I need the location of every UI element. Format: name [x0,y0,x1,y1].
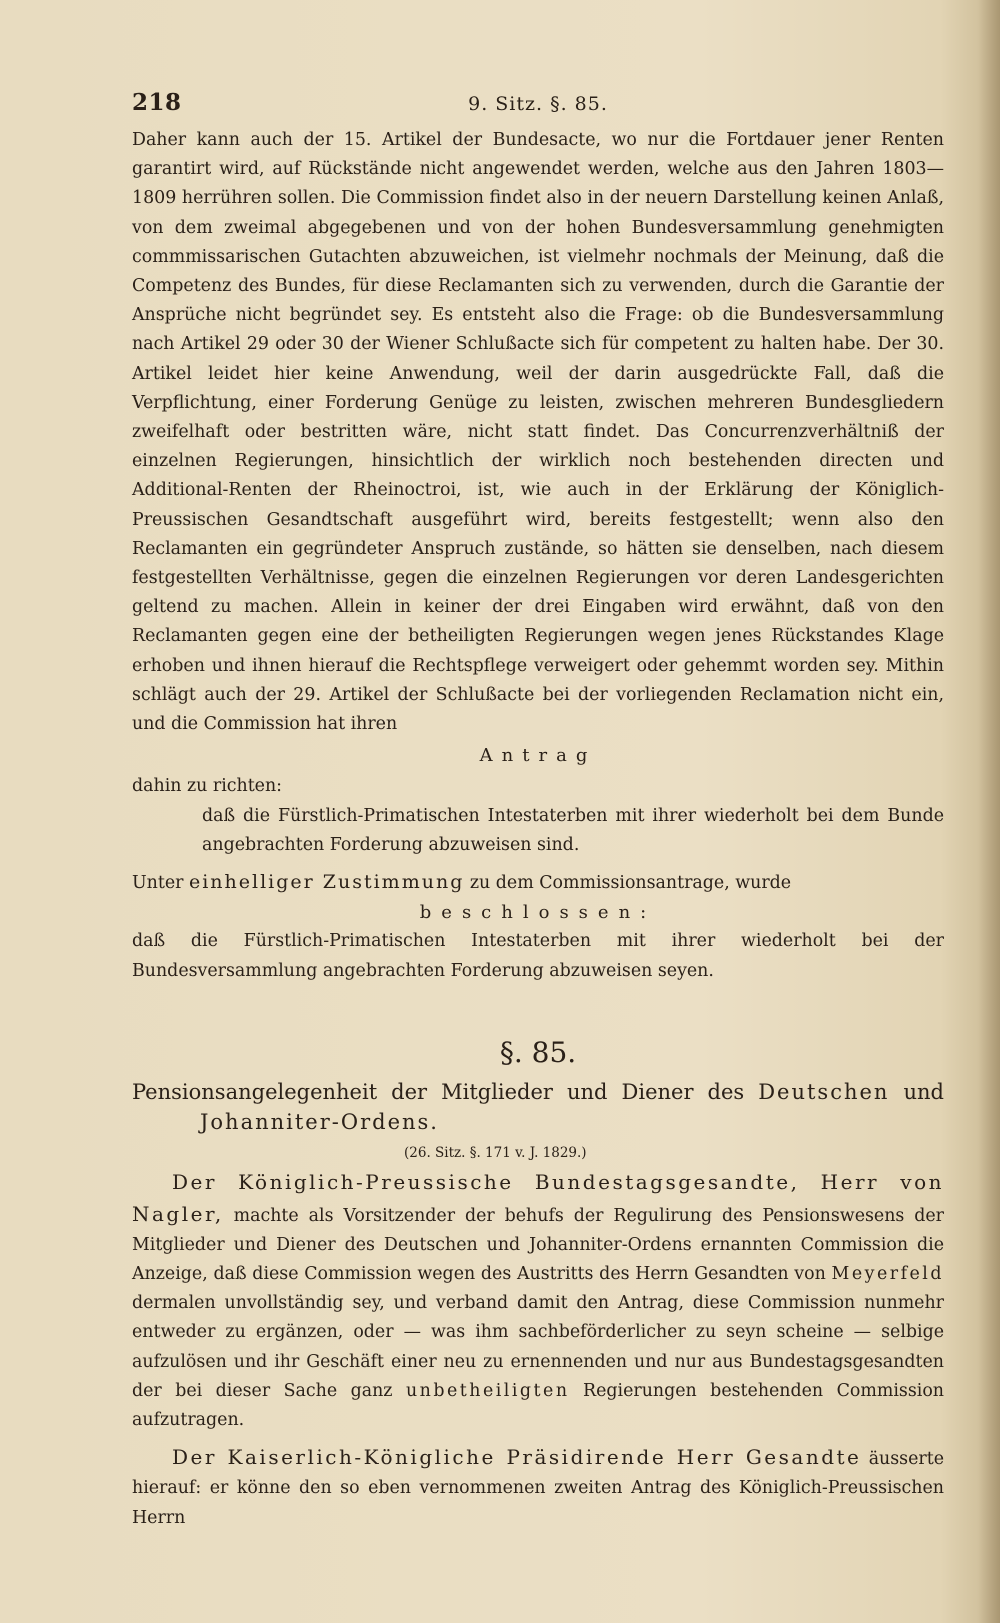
source-reference: (26. Sitz. §. 171 v. J. 1829.) [404,1145,587,1162]
section-paragraph-1 [132,1168,944,1435]
p1-text-b: dermalen unvollständig sey, und verband damit den Antrag, diese Commission nunmehr entweder zu ergänzen, oder — was ihm sachbeförderlicher zu seyn scheine — selbige aufzulösen und ihr Geschäft einer neu zu ernennenden und nur aus Bundestagsgesandten der bei dieser Sache ganz [132,1293,944,1401]
p2-speaker: Der Kaiserlich-Königliche Präsidirende Herr Gesandte [172,1445,862,1470]
p2-text: äusserte hierauf: er könne den so eben vernommenen zweiten Antrag des Königlich-Preussischen Herrn [132,1449,944,1528]
antrag-heading: Antrag [479,745,597,767]
section-title-part1: Pensionsangelegenheit der Mitglieder und Diener des [132,1080,745,1105]
page-edge-shadow [978,0,1000,1623]
section-paragraph-2 [132,1443,944,1533]
page-number: 218 [132,89,182,116]
page-header [132,88,944,122]
antrag-lead: dahin zu richten: [132,776,283,797]
p1-speaker: Der Königlich-Preussische Bundestagsgesandte, Herr von Nagler, [132,1170,944,1226]
p1-text-c: Regierungen bestehenden Commission aufzutragen. [132,1380,944,1430]
antrag-text: daß die Fürstlich-Primatischen Intestaterben mit ihrer wiederholt bei dem Bunde angebrachten Forderung abzuweisen sind. [202,805,944,855]
main-paragraph: Daher kann auch der 15. Artikel der Bundesacte, wo nur die Fortdauer jener Renten garantirt wird, auf Rückstände nicht angewendet werden, welche aus den Jahren 1803—1809 herrühren sollen. Die Commission findet also in der neuern Darstellung keinen Anlaß, von dem zweimal abgegebenen und von der hohen Bundesversammlung genehmigten commmissarischen Gutachten abzuweichen, ist vielmehr nochmals der Meinung, daß die Competenz des Bundes, für diese Reclamanten sich zu verwenden, durch die Garantie der Ansprüche nicht begründet sey. Es entsteht also die Frage: ob die Bundesversammlung nach Artikel 29 oder 30 der Wiener Schlußacte sich für competent zu halten habe. Der 30. Artikel leidet hier keine Anwendung, weil der darin ausgedrückte Fall, daß die Verpflichtung, einer Forderung Genüge zu leisten, zwischen mehreren Bundesgliedern zweifelhaft oder bestritten wäre, nicht statt findet. Das Concurrenzverhältniß der einzelnen Regierungen, hinsichtlich der wirklich noch bestehenden directen und Additional-Renten der Rheinoctroi, ist, wie auch in der Erklärung der Königlich-Preussischen Gesandtschaft ausgeführt wird, bereits festgestellt; wenn also den Reclamanten ein gegründeter Anspruch zustände, so hätten sie denselben, nach diesem festgestellten Verhältnisse, gegen die einzelnen Regierungen vor deren Landesgerichten geltend zu machen. Allein in keiner der drei Eingaben wird erwähnt, daß von den Reclamanten gegen eine der betheiligten Regierungen wegen jenes Rückstandes Klage erhoben und ihnen hierauf die Rechtspflege verweigert oder gehemmt worden sey. Mithin schlägt auch der 29. Artikel der Schlußacte bei der vorliegenden Reclamation nicht ein, und die Commission hat ihren [132,130,944,735]
resolution-suffix: zu dem Commissionsantrage, wurde [469,873,792,894]
section-title-part2: und [903,1080,944,1105]
section-number: §. 85. [499,1035,577,1069]
resolution-line [132,868,944,898]
resolution-emphasis: einhelliger Zustimmung [188,871,465,894]
p1-text-a: machte als Vorsitzender der behufs der Regulirung des Pensionswesens der Mitglieder und Diener des Deutschen und Johanniter-Ordens ernannten Commission die Anzeige, daß diese Commission wegen des Austritts des Herrn Gesandten von [132,1205,944,1284]
running-head: 9. Sitz. §. 85. [468,93,608,115]
beschlossen-heading: beschlossen: [419,902,657,924]
resolution-text: daß die Fürstlich-Primatischen Intestaterben mit ihrer wiederholt bei der Bundesversammlung angebrachten Forderung abzuweisen seyen. [132,931,944,981]
section-title-spaced2: Johanniter-Ordens. [200,1110,439,1135]
resolution-prefix: Unter [132,873,184,894]
section-title [132,1077,944,1137]
page-content [132,88,944,1533]
section-title-spaced: Deutschen [758,1080,890,1105]
p1-name: Meyerfeld [831,1263,944,1284]
p1-emphasis: unbetheiligten [405,1380,570,1401]
paragraph-gap [132,1435,944,1443]
